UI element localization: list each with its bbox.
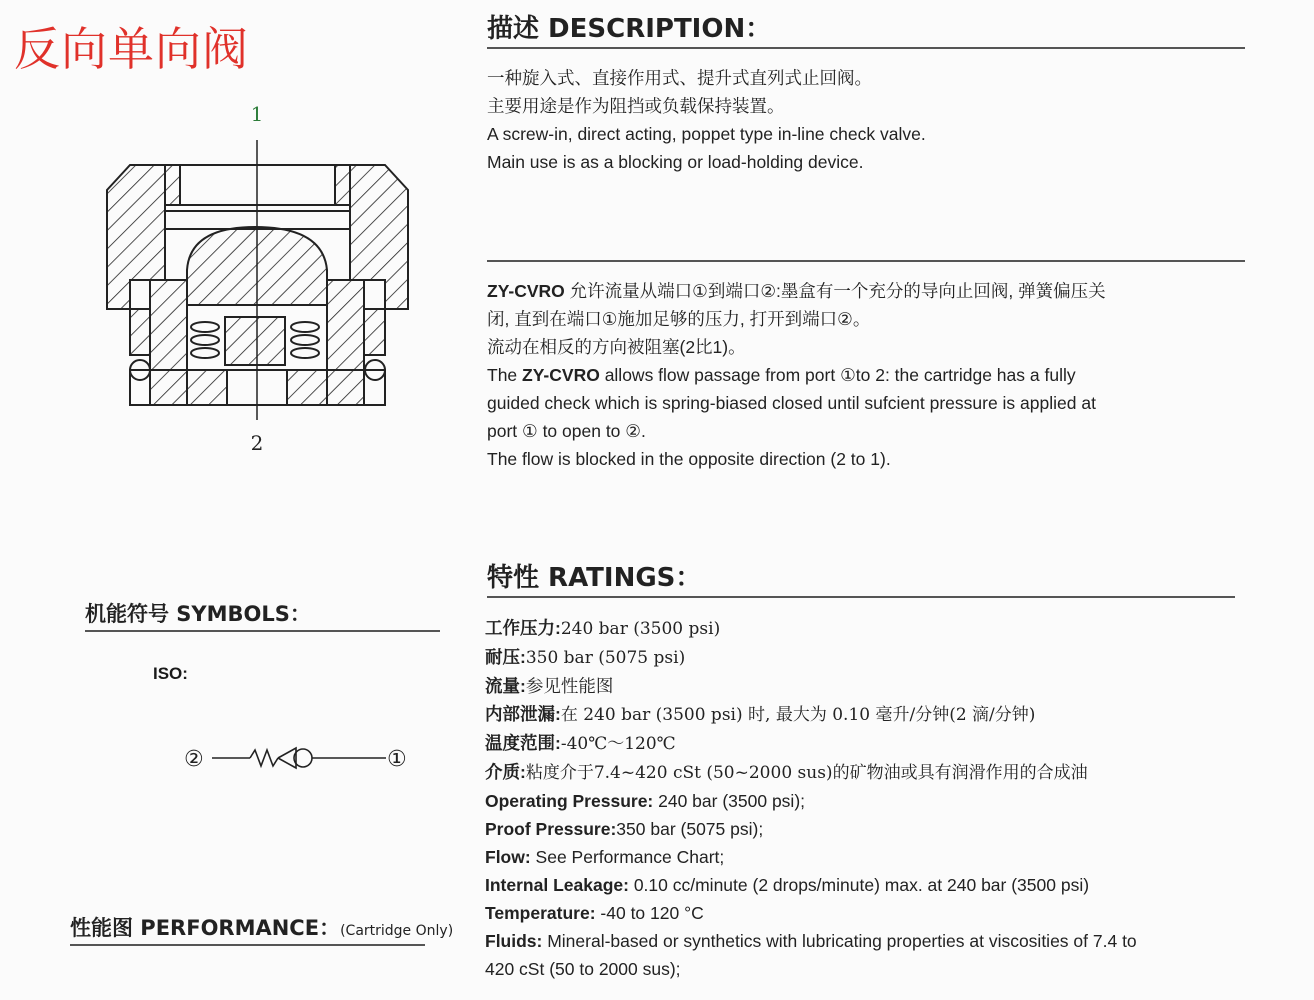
- description-line: 主要用途是作为阻挡或负载保持装置。: [487, 96, 785, 116]
- performance-heading: 性能图 PERFORMANCE：(Cartridge Only): [70, 916, 454, 940]
- description-line: Main use is as a blocking or load-holding device.: [487, 152, 864, 172]
- rating-row: Flow: See Performance Chart;: [485, 847, 725, 867]
- operation-line-en-4: The flow is blocked in the opposite direction (2 to 1).: [487, 449, 891, 469]
- ratings-list: [485, 614, 1137, 983]
- operation-line-cn-1: ZY-CVRO 允许流量从端口①到端口②:墨盒有一个充分的导向止回阀, 弹簧偏压关: [487, 281, 1106, 301]
- model-name: ZY-CVRO: [487, 281, 565, 301]
- rating-row: 420 cSt (50 to 2000 sus);: [485, 959, 681, 979]
- rating-row: 流量:参见性能图: [485, 676, 614, 696]
- page-title: 反向单向阀: [14, 22, 249, 76]
- performance-rule: [70, 944, 425, 946]
- section-divider: [487, 260, 1245, 262]
- operation-line-en-3: port ① to open to ②.: [487, 421, 646, 441]
- port-label-top: 1: [250, 102, 264, 126]
- description-line: A screw-in, direct acting, poppet type in-line check valve.: [487, 124, 926, 144]
- rating-row: 内部泄漏:在 240 bar (3500 psi) 时, 最大为 0.10 毫升/分钟(2 滴/分钟): [485, 704, 1036, 725]
- rating-row: 温度范围:-40℃～120℃: [485, 733, 676, 754]
- iso-label: ISO:: [153, 664, 188, 683]
- ratings-rule: [487, 596, 1235, 598]
- rating-row: 工作压力:240 bar (3500 psi): [485, 618, 721, 639]
- description-heading: 描述 DESCRIPTION：: [487, 14, 772, 44]
- rating-row: Operating Pressure: 240 bar (3500 psi);: [485, 791, 806, 811]
- rating-row: 耐压:350 bar (5075 psi): [485, 647, 686, 668]
- operation-line-en-2: guided check which is spring-biased closed until sufcient pressure is applied at: [487, 393, 1096, 413]
- operation-line-cn-3: 流动在相反的方向被阻塞(2比1)。: [487, 337, 746, 357]
- rating-row: Temperature: -40 to 120 °C: [485, 903, 704, 923]
- rating-row: Fluids: Mineral-based or synthetics with lubricating properties at viscosities of 7.4 to: [485, 931, 1137, 951]
- operation-line-en-1: The ZY-CVRO allows flow passage from port ①to 2: the cartridge has a fully: [487, 365, 1076, 385]
- model-name: ZY-CVRO: [522, 365, 600, 385]
- valve-cross-section-diagram: [95, 95, 425, 465]
- ratings-heading: 特性 RATINGS：: [487, 563, 702, 593]
- description-body: [487, 64, 926, 176]
- port-label-bottom: 2: [250, 431, 264, 455]
- iso-check-valve-symbol: [180, 738, 420, 778]
- symbols-heading: 机能符号 SYMBOLS：: [85, 602, 311, 626]
- symbol-port-right: ①: [387, 747, 407, 772]
- description-rule: [487, 47, 1245, 49]
- rating-row: Proof Pressure:350 bar (5075 psi);: [485, 819, 764, 839]
- rating-row: 介质:粘度介于7.4~420 cSt (50~2000 sus)的矿物油或具有润滑作用的合成油: [485, 762, 1088, 783]
- symbol-port-left: ②: [184, 747, 204, 772]
- description-line: 一种旋入式、直接作用式、提升式直列式止回阀。: [487, 68, 872, 88]
- performance-note: (Cartridge Only): [340, 923, 454, 939]
- symbols-rule: [85, 630, 440, 632]
- operation-line-cn-2: 闭, 直到在端口①施加足够的压力, 打开到端口②。: [487, 309, 871, 329]
- operation-body: [487, 277, 1106, 473]
- rating-row: Internal Leakage: 0.10 cc/minute (2 drops/minute) max. at 240 bar (3500 psi): [485, 875, 1090, 895]
